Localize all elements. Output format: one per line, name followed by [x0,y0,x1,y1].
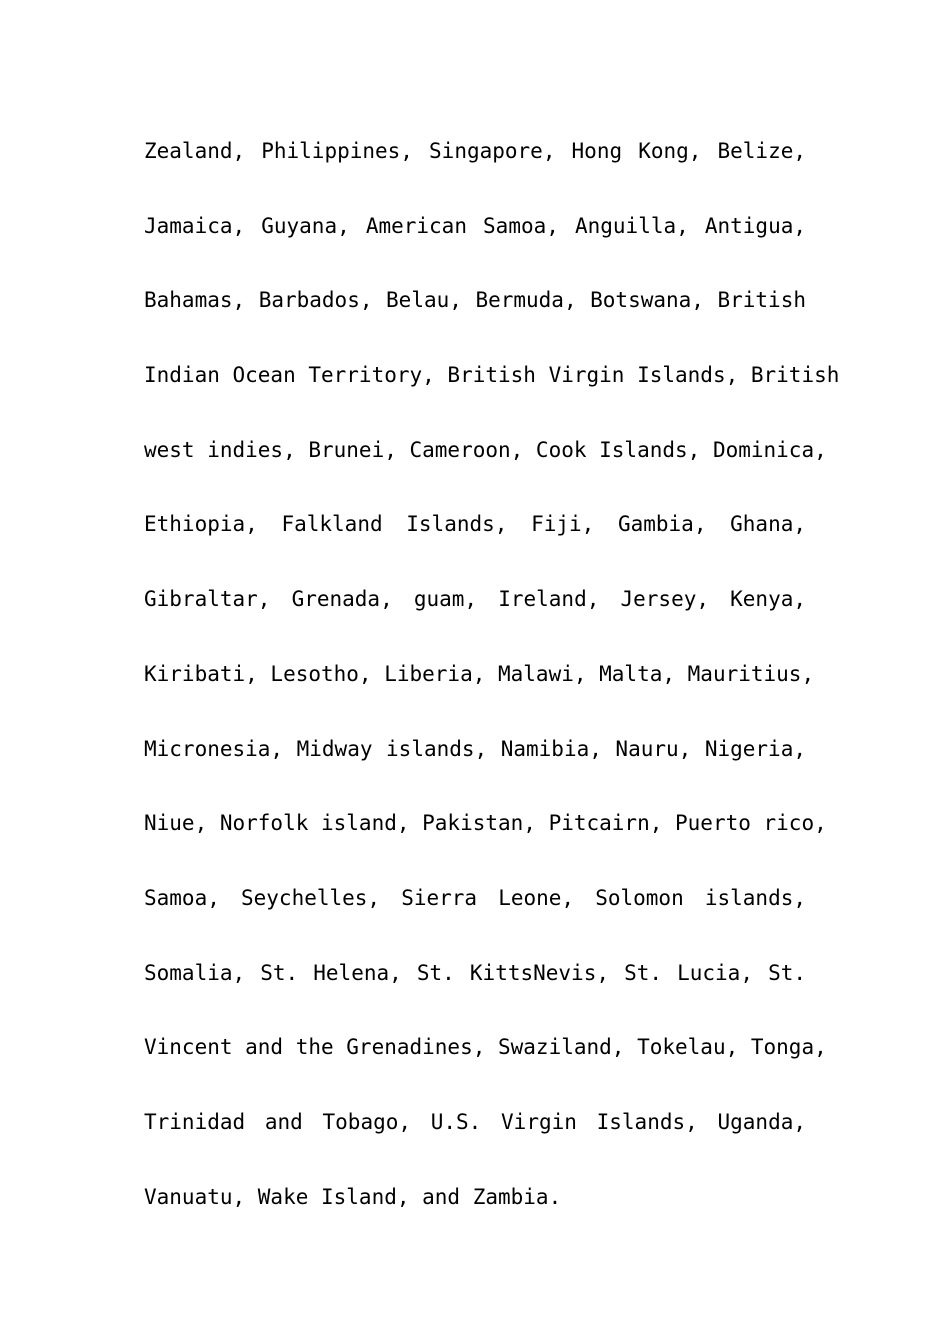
text-line: Kiribati, Lesotho, Liberia, Malawi, Malta, Mauritius, [144,661,815,686]
text-line: Vincent and the Grenadines, Swaziland, Tokelau, Tonga, [144,1035,827,1060]
text-line: Trinidad and Tobago, U.S. Virgin Islands, Uganda, [144,1109,806,1134]
text-line: Gibraltar, Grenada, guam, Ireland, Jersey, Kenya, [144,587,806,612]
paragraph-country-list [144,133,840,1253]
text-line: Niue, Norfolk island, Pakistan, Pitcairn, Puerto rico, [144,811,827,836]
text-line: Ethiopia, Falkland Islands, Fiji, Gambia, Ghana, [144,512,806,537]
text-line: Micronesia, Midway islands, Namibia, Nauru, Nigeria, [144,736,806,761]
text-line: Somalia, St. Helena, St. KittsNevis, St. Lucia, St. [144,960,806,985]
text-line: Bahamas, Barbados, Belau, Bermuda, Botswana, British [144,288,806,313]
text-line-last: Vanuatu, Wake Island, and Zambia. [144,1184,562,1209]
text-line: Zealand, Philippines, Singapore, Hong Kong, Belize, [144,139,806,163]
text-line: Samoa, Seychelles, Sierra Leone, Solomon islands, [144,885,806,910]
text-line: Indian Ocean Territory, British Virgin Islands, British [144,363,840,388]
text-line: west indies, Brunei, Cameroon, Cook Islands, Dominica, [144,437,827,462]
text-line: Jamaica, Guyana, American Samoa, Anguilla, Antigua, [144,213,806,238]
